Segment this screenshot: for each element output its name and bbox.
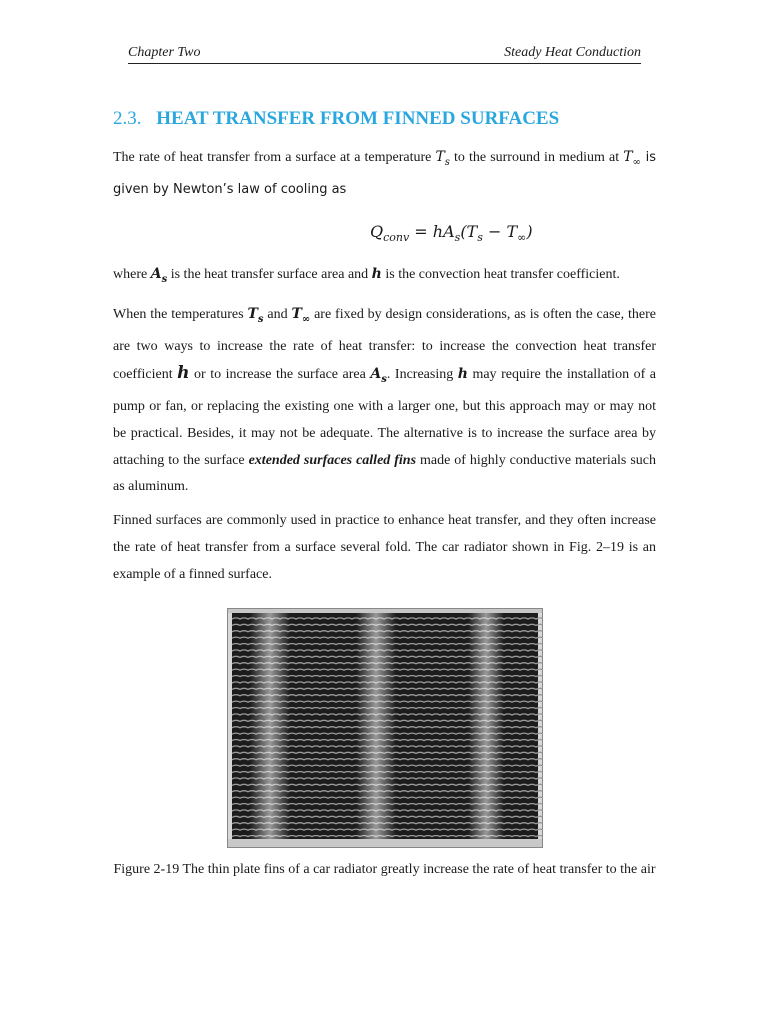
text-span: made of highly conductive materials such as aluminum.	[113, 452, 656, 495]
math-h: h	[371, 266, 382, 282]
section-title: HEAT TRANSFER FROM FINNED SURFACES	[156, 108, 560, 129]
math-as: $A_s$	[370, 366, 387, 386]
section-number: 2.3.	[113, 108, 142, 129]
section-heading	[113, 108, 559, 130]
emphasis-fins: extended surfaces called fins	[248, 452, 417, 468]
text-span: where	[113, 267, 151, 282]
text-span: The rate of heat transfer from a surface at a temperature	[113, 150, 436, 165]
paragraph-intro	[113, 144, 656, 203]
figure-caption: Figure 2-19 The thin plate fins of a car radiator greatly increase the rate of heat transfer to the air	[113, 862, 656, 877]
paragraph-where	[113, 261, 656, 294]
math-tinf: $T_\infty$	[291, 306, 311, 325]
text-span: may require the installation of a pump or fan, or replacing the existing one with a larger one, but this approach may or may not be practical. Besides, it may not be adequate. The alternative is to increase the surface area by attaching to the surface	[113, 367, 656, 468]
header-topic: Steady Heat Conduction	[504, 45, 641, 60]
page-header	[128, 45, 641, 64]
math-h: h	[457, 366, 468, 383]
text-span: is the heat transfer surface area and	[167, 267, 372, 282]
math-ts: $T_s$	[435, 149, 450, 168]
radiator-photo	[228, 609, 542, 847]
paragraph-finned: Finned surfaces are commonly used in practice to enhance heat transfer, and they often increase the rate of heat transfer from a surface several fold. The car radiator shown in Fig. 2–19 is an example of a finned surface.	[113, 513, 656, 582]
text-span: When the temperatures	[113, 307, 248, 322]
text-span: or to increase the surface area	[189, 367, 371, 383]
math-as: $A_s$	[150, 266, 168, 285]
text-span: . Increasing	[386, 367, 458, 383]
newton-cooling-equation: $Q_{conv} = hA_s(T_s - T_\infty)$	[370, 222, 533, 245]
text-span: is the convection heat transfer coefficient.	[381, 267, 620, 282]
math-h: h	[177, 363, 190, 384]
text-span: to the surround in medium at	[449, 150, 624, 165]
car-radiator-image	[227, 608, 543, 848]
header-chapter: Chapter Two	[128, 45, 201, 60]
math-ts: $T_s$	[247, 306, 264, 325]
text-span: are fixed by design considerations, as is often the case, there are two ways to increase the rate of heat transfer: to increase the convection heat transfer coefficient	[113, 307, 656, 383]
paragraph-design	[113, 301, 656, 501]
text-span: and	[263, 307, 292, 322]
text-span: is given by Newton’s law of cooling as	[113, 150, 656, 197]
math-tinf: $T_\infty$	[623, 149, 641, 168]
